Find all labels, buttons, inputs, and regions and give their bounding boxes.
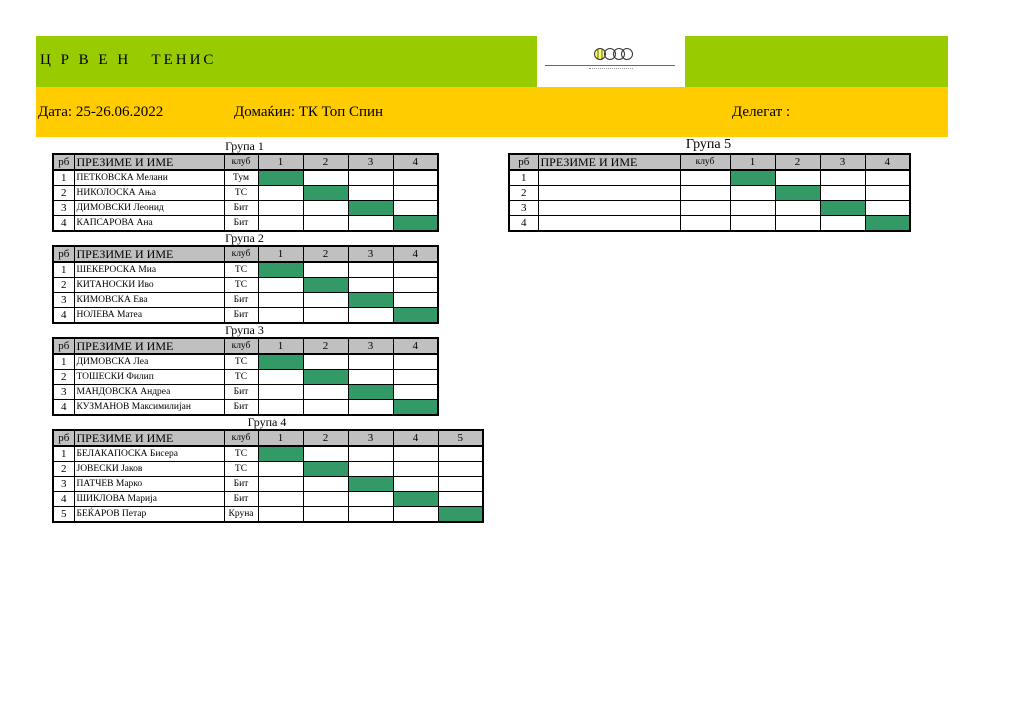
player-club: Бит <box>224 385 258 400</box>
group-title: Група 5 <box>685 137 732 152</box>
player-rank: 2 <box>509 186 538 201</box>
player-club: ТС <box>224 354 258 370</box>
diagonal-cell <box>348 293 393 308</box>
score-cell <box>438 462 483 477</box>
diagonal-cell <box>393 308 438 324</box>
player-name: ШИКЛОВА Марија <box>74 492 224 507</box>
score-cell <box>393 507 438 523</box>
table-row <box>509 170 910 186</box>
score-cell <box>258 385 303 400</box>
table-row <box>509 216 910 232</box>
score-cell <box>258 492 303 507</box>
column-number-header: 1 <box>258 338 303 354</box>
column-number-header: 5 <box>438 430 483 446</box>
name-header: ПРЕЗИМЕ И ИМЕ <box>538 154 680 170</box>
score-cell <box>348 262 393 278</box>
score-cell <box>303 354 348 370</box>
score-cell <box>258 201 303 216</box>
column-number-header: 4 <box>393 246 438 262</box>
table-row <box>53 446 483 462</box>
score-cell <box>348 507 393 523</box>
score-cell <box>258 278 303 293</box>
score-cell <box>865 186 910 201</box>
player-name: ТОШЕСКИ Филип <box>74 370 224 385</box>
score-cell <box>258 216 303 232</box>
diagonal-cell <box>775 186 820 201</box>
diagonal-cell <box>258 446 303 462</box>
club-header: клуб <box>224 338 258 354</box>
score-cell <box>393 477 438 492</box>
score-cell <box>303 201 348 216</box>
host-label: Домаќин: ТК Топ Спин <box>234 104 384 120</box>
score-cell <box>393 278 438 293</box>
player-rank: 4 <box>53 216 74 232</box>
score-cell <box>303 385 348 400</box>
player-name <box>538 170 680 186</box>
column-number-header: 1 <box>258 430 303 446</box>
diagonal-cell <box>348 201 393 216</box>
score-cell <box>438 446 483 462</box>
column-number-header: 3 <box>348 154 393 170</box>
score-cell <box>303 446 348 462</box>
player-name: ПЕТКОВСКА Мелани <box>74 170 224 186</box>
table-row <box>53 354 438 370</box>
player-rank: 1 <box>53 354 74 370</box>
score-cell <box>393 170 438 186</box>
diagonal-cell <box>393 492 438 507</box>
diagonal-cell <box>393 216 438 232</box>
table-row <box>53 293 438 308</box>
player-club: Круна <box>224 507 258 523</box>
player-club: ТС <box>224 262 258 278</box>
score-cell <box>303 293 348 308</box>
table-row <box>53 370 438 385</box>
player-club: Бит <box>224 477 258 492</box>
group-title: Група 1 <box>225 139 264 153</box>
player-club: ТС <box>224 446 258 462</box>
player-name: БЕЌАРОВ Петар <box>74 507 224 523</box>
table-row <box>53 492 483 507</box>
player-rank: 4 <box>509 216 538 232</box>
table-row <box>53 170 438 186</box>
column-number-header: 4 <box>865 154 910 170</box>
column-number-header: 2 <box>775 154 820 170</box>
table-row <box>53 186 438 201</box>
score-cell <box>258 462 303 477</box>
diagonal-cell <box>348 385 393 400</box>
column-number-header: 2 <box>303 246 348 262</box>
score-cell <box>258 293 303 308</box>
group-table <box>52 337 439 416</box>
logo-underline <box>545 65 675 66</box>
table-row <box>53 262 438 278</box>
score-cell <box>393 262 438 278</box>
rb-header: рб <box>53 154 74 170</box>
tennis-logo-icon <box>593 47 633 61</box>
player-club: Тум <box>224 170 258 186</box>
score-cell <box>303 262 348 278</box>
rb-header: рб <box>53 246 74 262</box>
score-cell <box>393 354 438 370</box>
column-number-header: 4 <box>393 154 438 170</box>
column-number-header: 2 <box>303 430 348 446</box>
score-cell <box>303 492 348 507</box>
score-cell <box>258 186 303 201</box>
club-header: клуб <box>224 154 258 170</box>
player-club: Бит <box>224 308 258 324</box>
player-club: Бит <box>224 293 258 308</box>
player-name: КАПСАРОВА Ана <box>74 216 224 232</box>
score-cell <box>348 308 393 324</box>
diagonal-cell <box>348 477 393 492</box>
score-cell <box>730 201 775 216</box>
player-club <box>680 201 730 216</box>
player-name: ШЕКЕРОСКА Миа <box>74 262 224 278</box>
score-cell <box>348 446 393 462</box>
score-cell <box>303 400 348 416</box>
column-number-header: 3 <box>348 338 393 354</box>
score-cell <box>393 385 438 400</box>
page-title: Ц Р В Е Н ТЕНИС <box>40 52 217 68</box>
score-cell <box>258 477 303 492</box>
player-name: ЈОВЕСКИ Јаков <box>74 462 224 477</box>
score-cell <box>393 462 438 477</box>
player-club <box>680 170 730 186</box>
player-rank: 4 <box>53 308 74 324</box>
player-club: ТС <box>224 278 258 293</box>
diagonal-cell <box>258 170 303 186</box>
score-cell <box>348 400 393 416</box>
table-row <box>53 278 438 293</box>
column-number-header: 3 <box>348 430 393 446</box>
score-cell <box>258 308 303 324</box>
logo <box>537 36 685 94</box>
score-cell <box>393 370 438 385</box>
diagonal-cell <box>303 462 348 477</box>
player-rank: 1 <box>53 446 74 462</box>
player-name: КУЗМАНОВ Максимилијан <box>74 400 224 416</box>
score-cell <box>438 477 483 492</box>
date-label: Дата: 25-26.06.2022 <box>38 104 164 120</box>
group-title: Група 2 <box>225 231 264 245</box>
score-cell <box>348 186 393 201</box>
player-rank: 3 <box>53 385 74 400</box>
player-rank: 3 <box>53 201 74 216</box>
name-header: ПРЕЗИМЕ И ИМЕ <box>74 338 224 354</box>
club-header: клуб <box>680 154 730 170</box>
score-cell <box>820 186 865 201</box>
name-header: ПРЕЗИМЕ И ИМЕ <box>74 246 224 262</box>
diagonal-cell <box>393 400 438 416</box>
column-number-header: 2 <box>303 338 348 354</box>
score-cell <box>258 400 303 416</box>
score-cell <box>730 216 775 232</box>
diagonal-cell <box>820 201 865 216</box>
name-header: ПРЕЗИМЕ И ИМЕ <box>74 154 224 170</box>
diagonal-cell <box>258 262 303 278</box>
player-name: НОЛЕВА Матеа <box>74 308 224 324</box>
score-cell <box>303 507 348 523</box>
score-cell <box>730 186 775 201</box>
score-cell <box>348 170 393 186</box>
score-cell <box>865 201 910 216</box>
player-rank: 1 <box>53 262 74 278</box>
table-row <box>53 201 438 216</box>
player-rank: 2 <box>53 370 74 385</box>
player-rank: 5 <box>53 507 74 523</box>
player-rank: 2 <box>53 278 74 293</box>
score-cell <box>303 170 348 186</box>
score-cell <box>820 216 865 232</box>
score-cell <box>820 170 865 186</box>
player-name: ДИМОВСКА Леа <box>74 354 224 370</box>
score-cell <box>258 507 303 523</box>
table-row <box>509 186 910 201</box>
group-table <box>52 153 439 232</box>
score-cell <box>438 492 483 507</box>
table-row <box>53 477 483 492</box>
player-name: КИТАНОСКИ Иво <box>74 278 224 293</box>
score-cell <box>348 278 393 293</box>
column-number-header: 1 <box>258 154 303 170</box>
diagonal-cell <box>730 170 775 186</box>
score-cell <box>303 216 348 232</box>
score-cell <box>393 446 438 462</box>
group-table <box>52 429 484 523</box>
score-cell <box>303 477 348 492</box>
table-row <box>53 385 438 400</box>
player-club: Бит <box>224 216 258 232</box>
score-cell <box>348 216 393 232</box>
table-row <box>53 308 438 324</box>
score-cell <box>393 186 438 201</box>
player-club: ТС <box>224 186 258 201</box>
player-rank: 2 <box>53 462 74 477</box>
player-club: ТС <box>224 370 258 385</box>
score-cell <box>348 370 393 385</box>
club-header: клуб <box>224 430 258 446</box>
score-cell <box>775 170 820 186</box>
diagonal-cell <box>303 186 348 201</box>
column-number-header: 2 <box>303 154 348 170</box>
column-number-header: 1 <box>258 246 303 262</box>
score-cell <box>393 201 438 216</box>
score-cell <box>348 492 393 507</box>
score-cell <box>258 370 303 385</box>
player-rank: 1 <box>509 170 538 186</box>
player-name: КИМОВСКА Ева <box>74 293 224 308</box>
score-cell <box>303 308 348 324</box>
player-name <box>538 186 680 201</box>
column-number-header: 3 <box>820 154 865 170</box>
group-title: Група 4 <box>247 415 287 429</box>
diagonal-cell <box>865 216 910 232</box>
group-table <box>52 245 439 324</box>
club-header: клуб <box>224 246 258 262</box>
player-rank: 3 <box>53 293 74 308</box>
name-header: ПРЕЗИМЕ И ИМЕ <box>74 430 224 446</box>
table-row <box>53 216 438 232</box>
column-number-header: 4 <box>393 430 438 446</box>
logo-subtext <box>589 68 633 73</box>
column-number-header: 4 <box>393 338 438 354</box>
player-name <box>538 216 680 232</box>
delegate-label: Делегат : <box>732 104 791 120</box>
column-number-header: 1 <box>730 154 775 170</box>
player-name: МАНДОВСКА Андреа <box>74 385 224 400</box>
diagonal-cell <box>258 354 303 370</box>
player-rank: 1 <box>53 170 74 186</box>
column-number-header: 3 <box>348 246 393 262</box>
player-name: ДИМОВСКИ Леонид <box>74 201 224 216</box>
player-rank: 2 <box>53 186 74 201</box>
player-club <box>680 186 730 201</box>
rb-header: рб <box>53 338 74 354</box>
player-name: БЕЛАКАПОСКА Бисера <box>74 446 224 462</box>
player-club: Бит <box>224 492 258 507</box>
rb-header: рб <box>509 154 538 170</box>
table-row <box>53 507 483 523</box>
player-name <box>538 201 680 216</box>
player-club: Бит <box>224 400 258 416</box>
player-club <box>680 216 730 232</box>
player-name: ПАТЧЕВ Марко <box>74 477 224 492</box>
table-row <box>53 400 438 416</box>
score-cell <box>348 354 393 370</box>
player-name: НИКОЛОСКА Ања <box>74 186 224 201</box>
player-rank: 4 <box>53 400 74 416</box>
group-title: Група 3 <box>225 323 264 337</box>
score-cell <box>393 293 438 308</box>
score-cell <box>775 201 820 216</box>
table-row <box>509 201 910 216</box>
score-cell <box>865 170 910 186</box>
diagonal-cell <box>303 370 348 385</box>
diagonal-cell <box>438 507 483 523</box>
player-rank: 4 <box>53 492 74 507</box>
player-club: Бит <box>224 201 258 216</box>
score-cell <box>775 216 820 232</box>
rb-header: рб <box>53 430 74 446</box>
group-table <box>508 153 911 232</box>
info-banner <box>36 87 948 137</box>
diagonal-cell <box>303 278 348 293</box>
player-club: ТС <box>224 462 258 477</box>
table-row <box>53 462 483 477</box>
player-rank: 3 <box>509 201 538 216</box>
player-rank: 3 <box>53 477 74 492</box>
score-cell <box>348 462 393 477</box>
